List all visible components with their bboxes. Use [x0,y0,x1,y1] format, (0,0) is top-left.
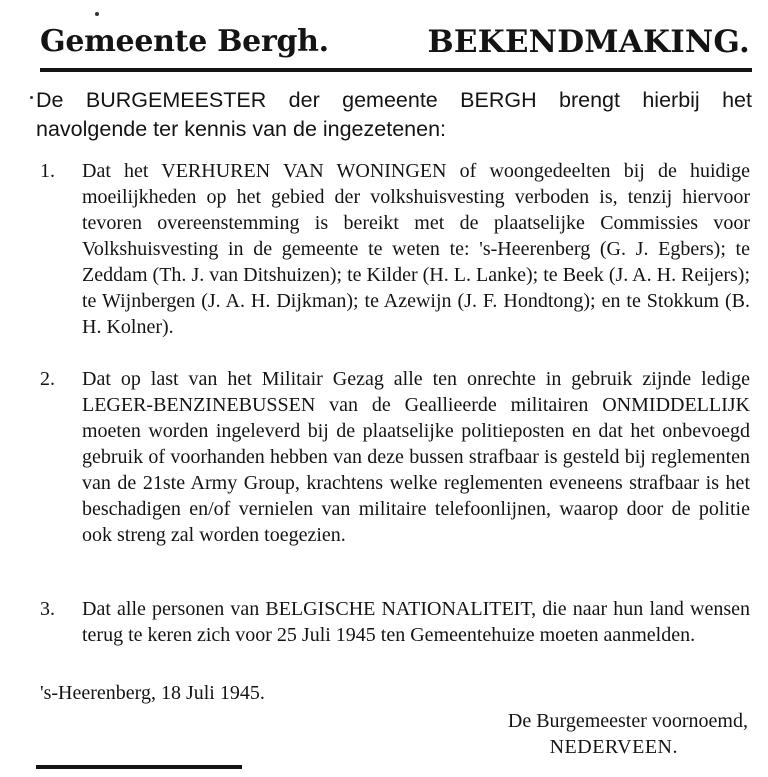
item-text: Dat het VERHUREN VAN WONINGEN of woongedeelten bij de huidige moeilijkheden op het gebied der volkshuisvesting verboden is, tenzij hiervoor tevoren overeenstemming is bereikt met de plaatselijke Commissies voor Volkshuisvesting in de gemeente te weten te: 's-Heerenberg (G. J. Egbers); te Zeddam (Th. J. van Ditshuizen); te Kilder (H. L. Lanke); te Beek (J. A. H. Reijers); te Wijnbergen (J. A. H. Dijkman); te Azewijn (J. F. Hondtong); en te Stokkum (B. H. Kolner). [82,160,750,338]
header-rule [40,68,752,72]
print-speck [30,96,33,99]
notice-header [40,22,756,66]
municipality-name: Gemeente Bergh. [40,24,329,59]
signature-name: NEDERVEEN. [549,736,678,758]
item-number: 1. [40,160,55,182]
item-number: 3. [40,598,55,620]
intro-paragraph: De BURGEMEESTER der gemeente BERGH brengt hierbij het navolgende ter kennis van de ingezetenen: [36,88,752,141]
item-text: Dat op last van het Militair Gezag alle ten onrechte in gebruik zijnde ledige LEGER-BENZINEBUSSEN van de Geallieerde militairen ONMIDDELLIJK moeten worden ingeleverd bij de plaatselijke politieposten en dat het onbevoegd gebruik of voorhanden hebben van deze bussen strafbaar is gesteld bij reglementen van de 21ste Army Group, krachtens welke reglementen eveneens strafbaar is het beschadigen en/of vernielen van militaire telefoonlijnen, waarop door de politie ook streng zal worden toegezien. [82,368,750,546]
item-number: 2. [40,368,55,390]
place-date: 's-Heerenberg, 18 Juli 1945. [40,682,265,704]
signature-title: De Burgemeester voornoemd, [507,710,748,732]
signature-block [428,708,748,760]
footer-rule [36,765,242,769]
print-speck [95,12,99,16]
notice-title: BEKENDMAKING. [427,24,750,60]
item-text: Dat alle personen van BELGISCHE NATIONALITEIT, die naar hun land wensen terug te keren zich voor 25 Juli 1945 ten Gemeentehuize moeten aanmelden. [82,598,750,646]
